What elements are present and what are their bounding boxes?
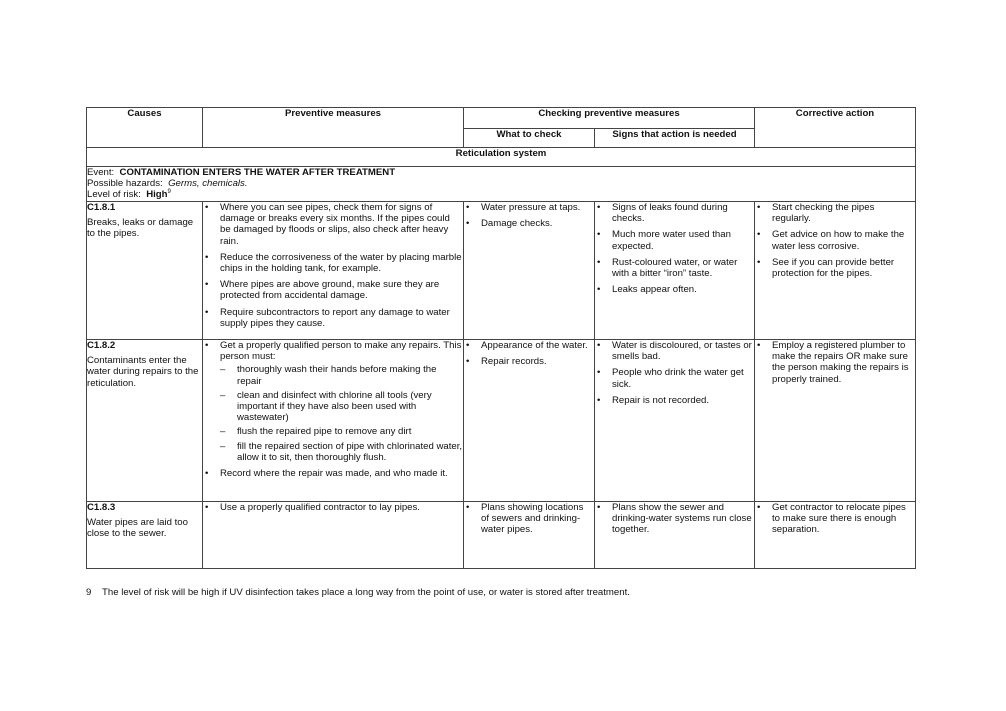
row-code: C1.8.2 [87, 340, 116, 351]
list-item: • Rust-coloured water, or water with a bitter “iron” taste. [595, 257, 754, 279]
sub-list-item: – thoroughly wash their hands before making the repair [220, 364, 463, 386]
event-label: Event: [87, 167, 115, 178]
table-row [87, 502, 916, 569]
header-preventive-measures: Preventive measures [203, 108, 464, 148]
event-title: CONTAMINATION ENTERS THE WATER AFTER TREATMENT [119, 167, 396, 178]
signs-cell [595, 502, 755, 569]
event-line [87, 167, 915, 178]
what-to-check-cell [464, 340, 595, 502]
list-item: • Plans show the sewer and drinking-water systems run close together. [595, 502, 754, 536]
signs-cell [595, 340, 755, 502]
risk-label: Level of risk: [87, 189, 141, 201]
list-item: • Record where the repair was made, and who made it. [203, 468, 463, 479]
cause-text: Contaminants enter the water during repairs to the reticulation. [87, 355, 199, 389]
risk-footnote-ref: 9 [167, 189, 171, 196]
list-item: • Start checking the pipes regularly. [755, 202, 915, 224]
list-item: • Employ a registered plumber to make the repairs OR make sure the person making the repairs is properly trained. [755, 340, 915, 385]
header-causes: Causes [87, 108, 203, 148]
risk-management-table [86, 107, 916, 569]
list-item: • Repair records. [464, 356, 594, 367]
list-item: • Plans showing locations of sewers and drinking-water pipes. [464, 502, 594, 536]
risk-line [87, 189, 915, 200]
sub-list-item: – flush the repaired pipe to remove any dirt [220, 426, 463, 437]
list-item: • Require subcontractors to report any damage to water supply pipes they cause. [203, 307, 463, 329]
list-item: • Much more water used than expected. [595, 229, 754, 251]
table-row [87, 340, 916, 502]
hazards-label: Possible hazards: [87, 178, 163, 190]
preventive-cell [203, 502, 464, 569]
list-item: • Water pressure at taps. [464, 202, 594, 213]
list-item: • Damage checks. [464, 218, 594, 229]
signs-cell [595, 202, 755, 340]
header-corrective-action: Corrective action [755, 108, 916, 148]
section-title: Reticulation system [87, 148, 916, 167]
row-code: C1.8.1 [87, 202, 116, 213]
header-signs-action-needed: Signs that action is needed [595, 129, 755, 148]
corrective-cell [755, 340, 916, 502]
list-item: • See if you can provide better protection for the pipes. [755, 257, 915, 279]
preventive-intro: Get a properly qualified person to make any repairs. This person must: [220, 340, 462, 363]
list-item: • Get contractor to relocate pipes to make sure there is enough separation. [755, 502, 915, 536]
event-description [87, 167, 916, 202]
hazards-line [87, 178, 915, 189]
cause-cell [87, 340, 203, 502]
sub-list-item: – fill the repaired section of pipe with chlorinated water, allow it to sit, then thoroughly flush. [220, 441, 463, 463]
list-item: • Leaks appear often. [595, 284, 754, 295]
what-to-check-cell [464, 502, 595, 569]
corrective-cell [755, 502, 916, 569]
footnote-text: The level of risk will be high if UV disinfection takes place a long way from the point of use, or water is stored after treatment. [102, 587, 630, 598]
list-item: • Repair is not recorded. [595, 395, 754, 406]
sub-list-item: – clean and disinfect with chlorine all tools (very important if they have also been used with wastewater) [220, 390, 463, 424]
list-item: • Get advice on how to make the water less corrosive. [755, 229, 915, 251]
list-item [203, 340, 463, 463]
footnote [86, 587, 630, 598]
header-checking-preventive-measures: Checking preventive measures [464, 108, 755, 129]
preventive-cell [203, 340, 464, 502]
list-item: • Reduce the corrosiveness of the water by placing marble chips in the holding tank, for example. [203, 252, 463, 274]
cause-cell [87, 202, 203, 340]
cause-text: Breaks, leaks or damage to the pipes. [87, 217, 194, 240]
list-item: • People who drink the water get sick. [595, 367, 754, 389]
list-item: • Where you can see pipes, check them for signs of damage or breaks every six months. If the pipes could be damaged by floods or slips, also check after heavy rain. [203, 202, 463, 247]
corrective-cell [755, 202, 916, 340]
hazards-value: Germs, chemicals. [168, 178, 248, 190]
list-item: • Use a properly qualified contractor to lay pipes. [203, 502, 463, 513]
list-item: • Appearance of the water. [464, 340, 594, 351]
header-what-to-check: What to check [464, 129, 595, 148]
table-row [87, 202, 916, 340]
row-code: C1.8.3 [87, 502, 116, 513]
footnote-number: 9 [86, 587, 92, 598]
list-item: • Where pipes are above ground, make sure they are protected from accidental damage. [203, 279, 463, 301]
cause-text: Water pipes are laid too close to the sewer. [87, 517, 188, 540]
list-item: • Water is discoloured, or tastes or smells bad. [595, 340, 754, 362]
list-item: • Signs of leaks found during checks. [595, 202, 754, 224]
what-to-check-cell [464, 202, 595, 340]
cause-cell [87, 502, 203, 569]
risk-value: High [146, 189, 168, 201]
preventive-cell [203, 202, 464, 340]
